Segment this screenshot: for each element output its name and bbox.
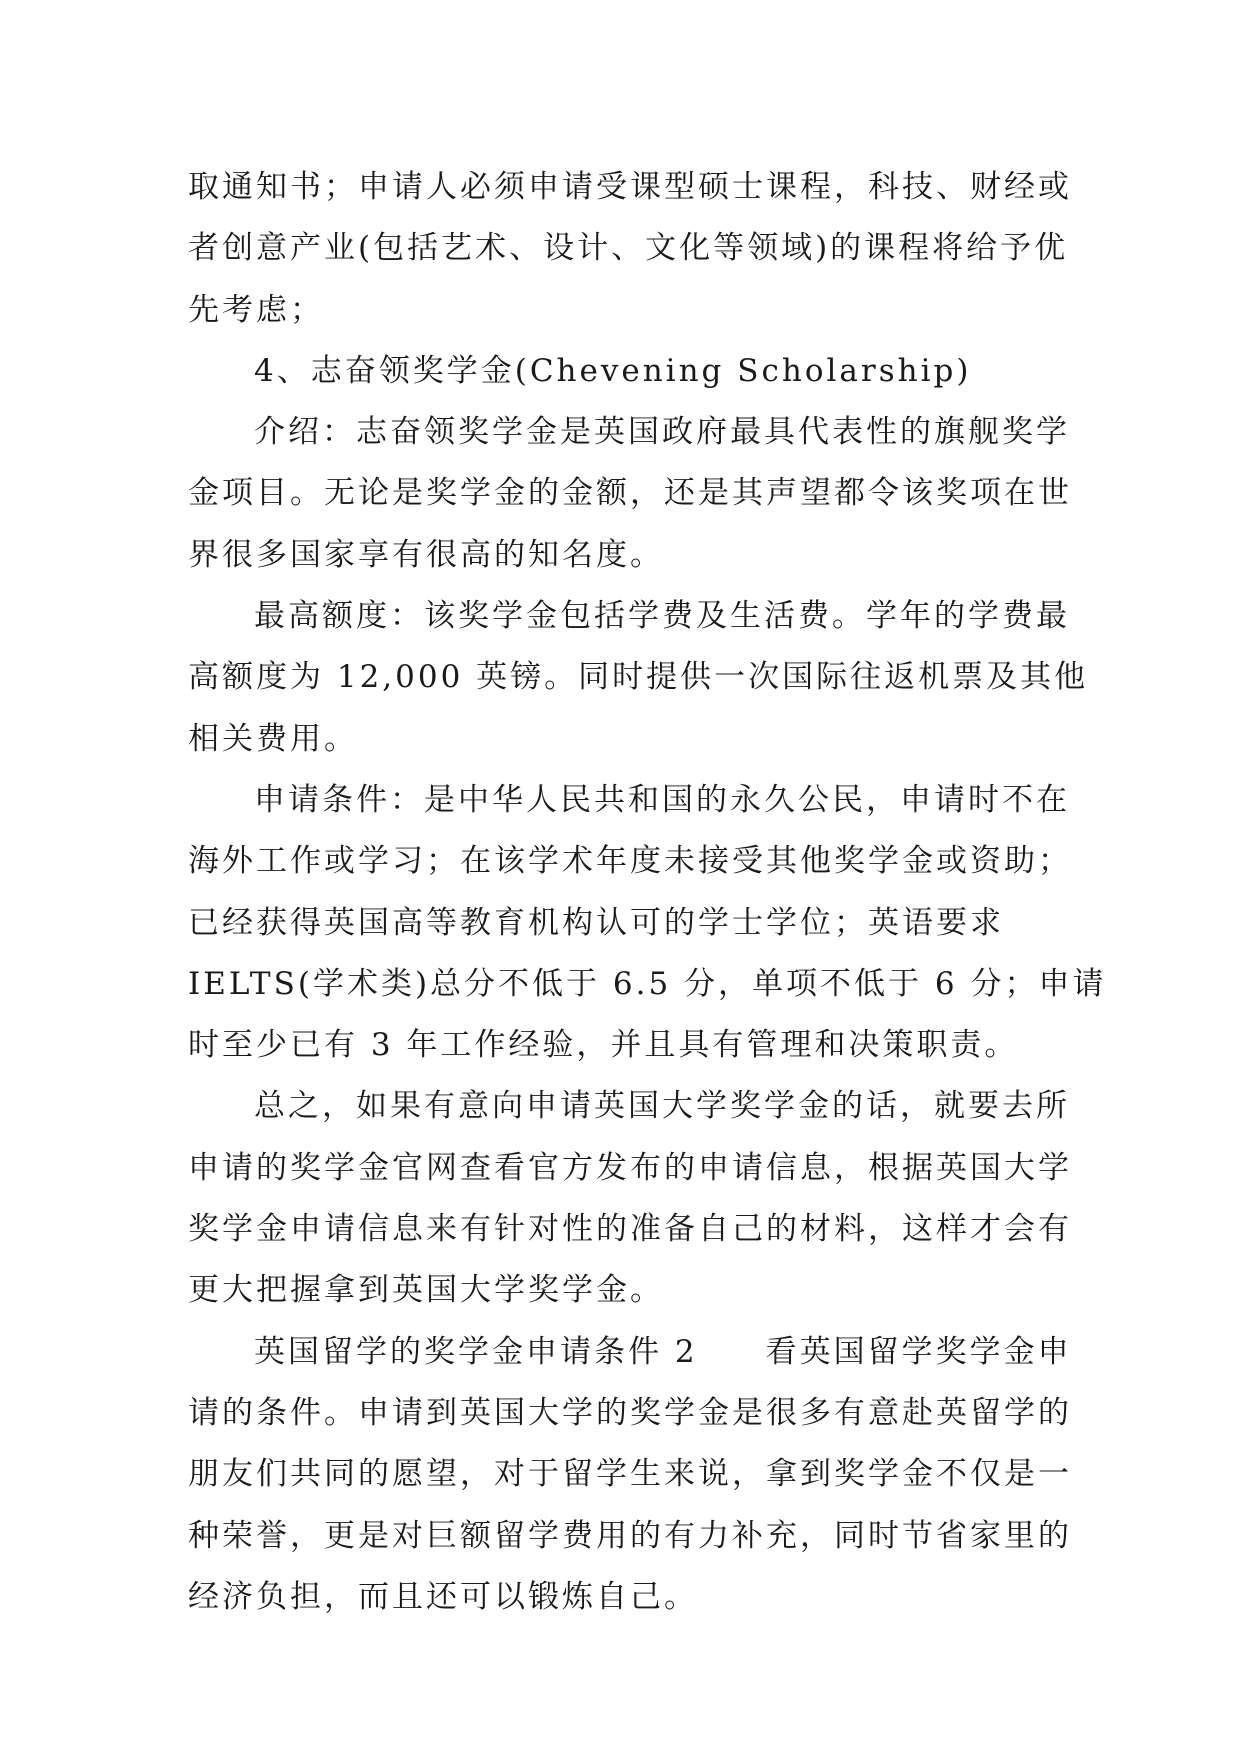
text-line: 介绍：志奋领奖学金是英国政府最具代表性的旗舰奖学 bbox=[254, 414, 1070, 451]
text-line: 金项目。无论是奖学金的金额，还是其声望都令该奖项在世 bbox=[188, 475, 1072, 512]
text-line: 海外工作或学习；在该学术年度未接受其他奖学金或资助； bbox=[188, 843, 1072, 880]
text-line: 更大把握拿到英国大学奖学金。 bbox=[188, 1272, 664, 1309]
text-line: 朋友们共同的愿望，对于留学生来说，拿到奖学金不仅是一 bbox=[188, 1456, 1072, 1493]
text-line: 已经获得英国高等教育机构认可的学士学位；英语要求 bbox=[188, 904, 1004, 941]
text-line: 取通知书；申请人必须申请受课型硕士课程，科技、财经或 bbox=[188, 169, 1072, 205]
text-line: IELTS(学术类)总分不低于 6.5 分，单项不低于 6 分；申请 bbox=[188, 965, 1107, 1002]
text-line: 申请条件：是中华人民共和国的永久公民，申请时不在 bbox=[254, 781, 1070, 818]
text-line: 总之，如果有意向申请英国大学奖学金的话，就要去所 bbox=[254, 1088, 1070, 1125]
text-line: 先考虑； bbox=[188, 291, 324, 328]
text-line: 申请的奖学金官网查看官方发布的申请信息，根据英国大学 bbox=[188, 1149, 1072, 1186]
text-line: 者创意产业(包括艺术、设计、文化等领域)的课程将给予优 bbox=[188, 230, 1069, 267]
text-line: 界很多国家享有很高的知名度。 bbox=[188, 536, 664, 573]
text-line: 高额度为 12,000 英镑。同时提供一次国际往返机票及其他 bbox=[188, 659, 1089, 696]
text-line: 英国留学的奖学金申请条件 2 看英国留学奖学金申 bbox=[254, 1333, 1072, 1370]
text-line: 4、志奋领奖学金(Chevening Scholarship) bbox=[254, 352, 972, 389]
text-line: 种荣誉，更是对巨额留学费用的有力补充，同时节省家里的 bbox=[188, 1517, 1072, 1554]
text-line: 最高额度：该奖学金包括学费及生活费。学年的学费最 bbox=[254, 598, 1070, 635]
text-line: 相关费用。 bbox=[188, 720, 358, 757]
text-line: 奖学金申请信息来有针对性的准备自己的材料，这样才会有 bbox=[188, 1211, 1072, 1248]
document-body bbox=[188, 157, 1107, 1628]
text-line: 时至少已有 3 年工作经验，并且具有管理和决策职责。 bbox=[188, 1027, 1019, 1064]
text-line: 经济负担，而且还可以锻炼自己。 bbox=[188, 1578, 698, 1615]
text-line: 请的条件。申请到英国大学的奖学金是很多有意赴英留学的 bbox=[188, 1394, 1072, 1431]
